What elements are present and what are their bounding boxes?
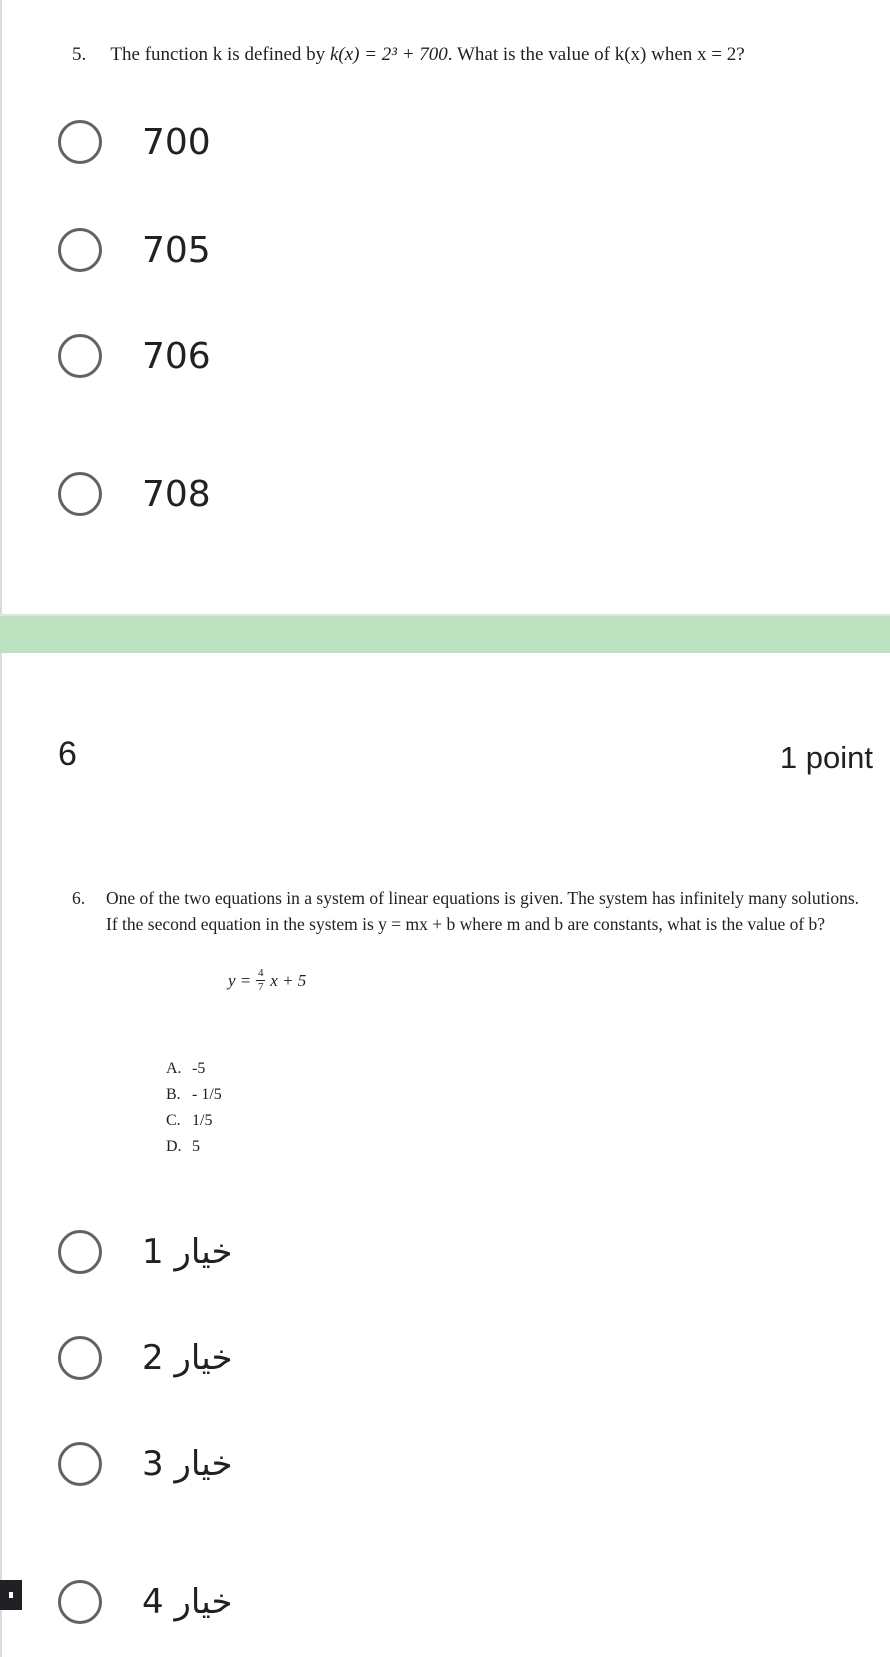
equation-fraction — [256, 968, 265, 993]
radio-icon[interactable] — [58, 1336, 102, 1380]
section-divider — [0, 614, 890, 653]
q5-option-1[interactable] — [58, 114, 211, 170]
q6-option-1[interactable] — [58, 1224, 233, 1280]
question-5-text-before: The function k is defined by — [110, 44, 326, 65]
option-label: 700 — [142, 121, 211, 163]
question-5-function-expression: k(x) = 2³ + 700 — [329, 44, 448, 65]
q6-option-2[interactable] — [58, 1330, 233, 1386]
choice-value: -5 — [192, 1060, 206, 1077]
fraction-denominator: 7 — [258, 981, 264, 993]
choice-value: 1/5 — [192, 1112, 213, 1129]
question-5-text — [72, 44, 872, 66]
option-label: 4 خيار — [142, 1582, 233, 1622]
choice-a — [166, 1060, 222, 1086]
choice-b — [166, 1086, 222, 1112]
page-marker-icon — [0, 1580, 22, 1610]
q5-option-4[interactable] — [58, 466, 211, 522]
choice-letter: A. — [166, 1060, 182, 1077]
option-label: 3 خيار — [142, 1444, 233, 1484]
radio-icon[interactable] — [58, 1230, 102, 1274]
radio-icon[interactable] — [58, 1580, 102, 1624]
question-6-equation — [228, 968, 306, 993]
question-5-text-after: . What is the value of k(x) when x = 2? — [447, 44, 745, 65]
choice-letter: B. — [166, 1086, 181, 1103]
choice-letter: C. — [166, 1112, 181, 1129]
radio-icon[interactable] — [58, 334, 102, 378]
q5-option-3[interactable] — [58, 328, 211, 384]
question-6-body: One of the two equations in a system of linear equations is given. The system has infinitely many solutions. If the second equation in the system is y = mx + b where m and b are constants, what is the value of b? — [106, 888, 860, 934]
left-border — [0, 0, 2, 1657]
q6-option-3[interactable] — [58, 1436, 233, 1492]
option-label: 706 — [142, 335, 211, 377]
question-6-choices — [166, 1060, 222, 1164]
radio-icon[interactable] — [58, 120, 102, 164]
equation-lhs: y = — [228, 970, 252, 990]
equation-rhs: x + 5 — [270, 970, 307, 990]
q6-option-4[interactable] — [58, 1574, 233, 1630]
choice-value: 5 — [192, 1138, 200, 1155]
question-6-points: 1 point — [779, 740, 873, 775]
question-6-item-number: 6. — [72, 888, 86, 908]
radio-icon[interactable] — [58, 1442, 102, 1486]
radio-icon[interactable] — [58, 472, 102, 516]
choice-value: - 1/5 — [192, 1086, 222, 1103]
option-label: 2 خيار — [142, 1338, 233, 1378]
radio-icon[interactable] — [58, 228, 102, 272]
choice-letter: D. — [166, 1138, 182, 1155]
q5-option-2[interactable] — [58, 222, 211, 278]
option-label: 708 — [142, 473, 211, 515]
question-6-text — [72, 885, 872, 937]
choice-c — [166, 1112, 222, 1138]
choice-d — [166, 1138, 222, 1164]
fraction-numerator: 4 — [258, 967, 264, 979]
option-label: 705 — [142, 229, 211, 271]
question-6-number: 6 — [58, 735, 77, 773]
option-label: 1 خيار — [142, 1232, 233, 1272]
question-5-number: 5. — [72, 44, 87, 65]
